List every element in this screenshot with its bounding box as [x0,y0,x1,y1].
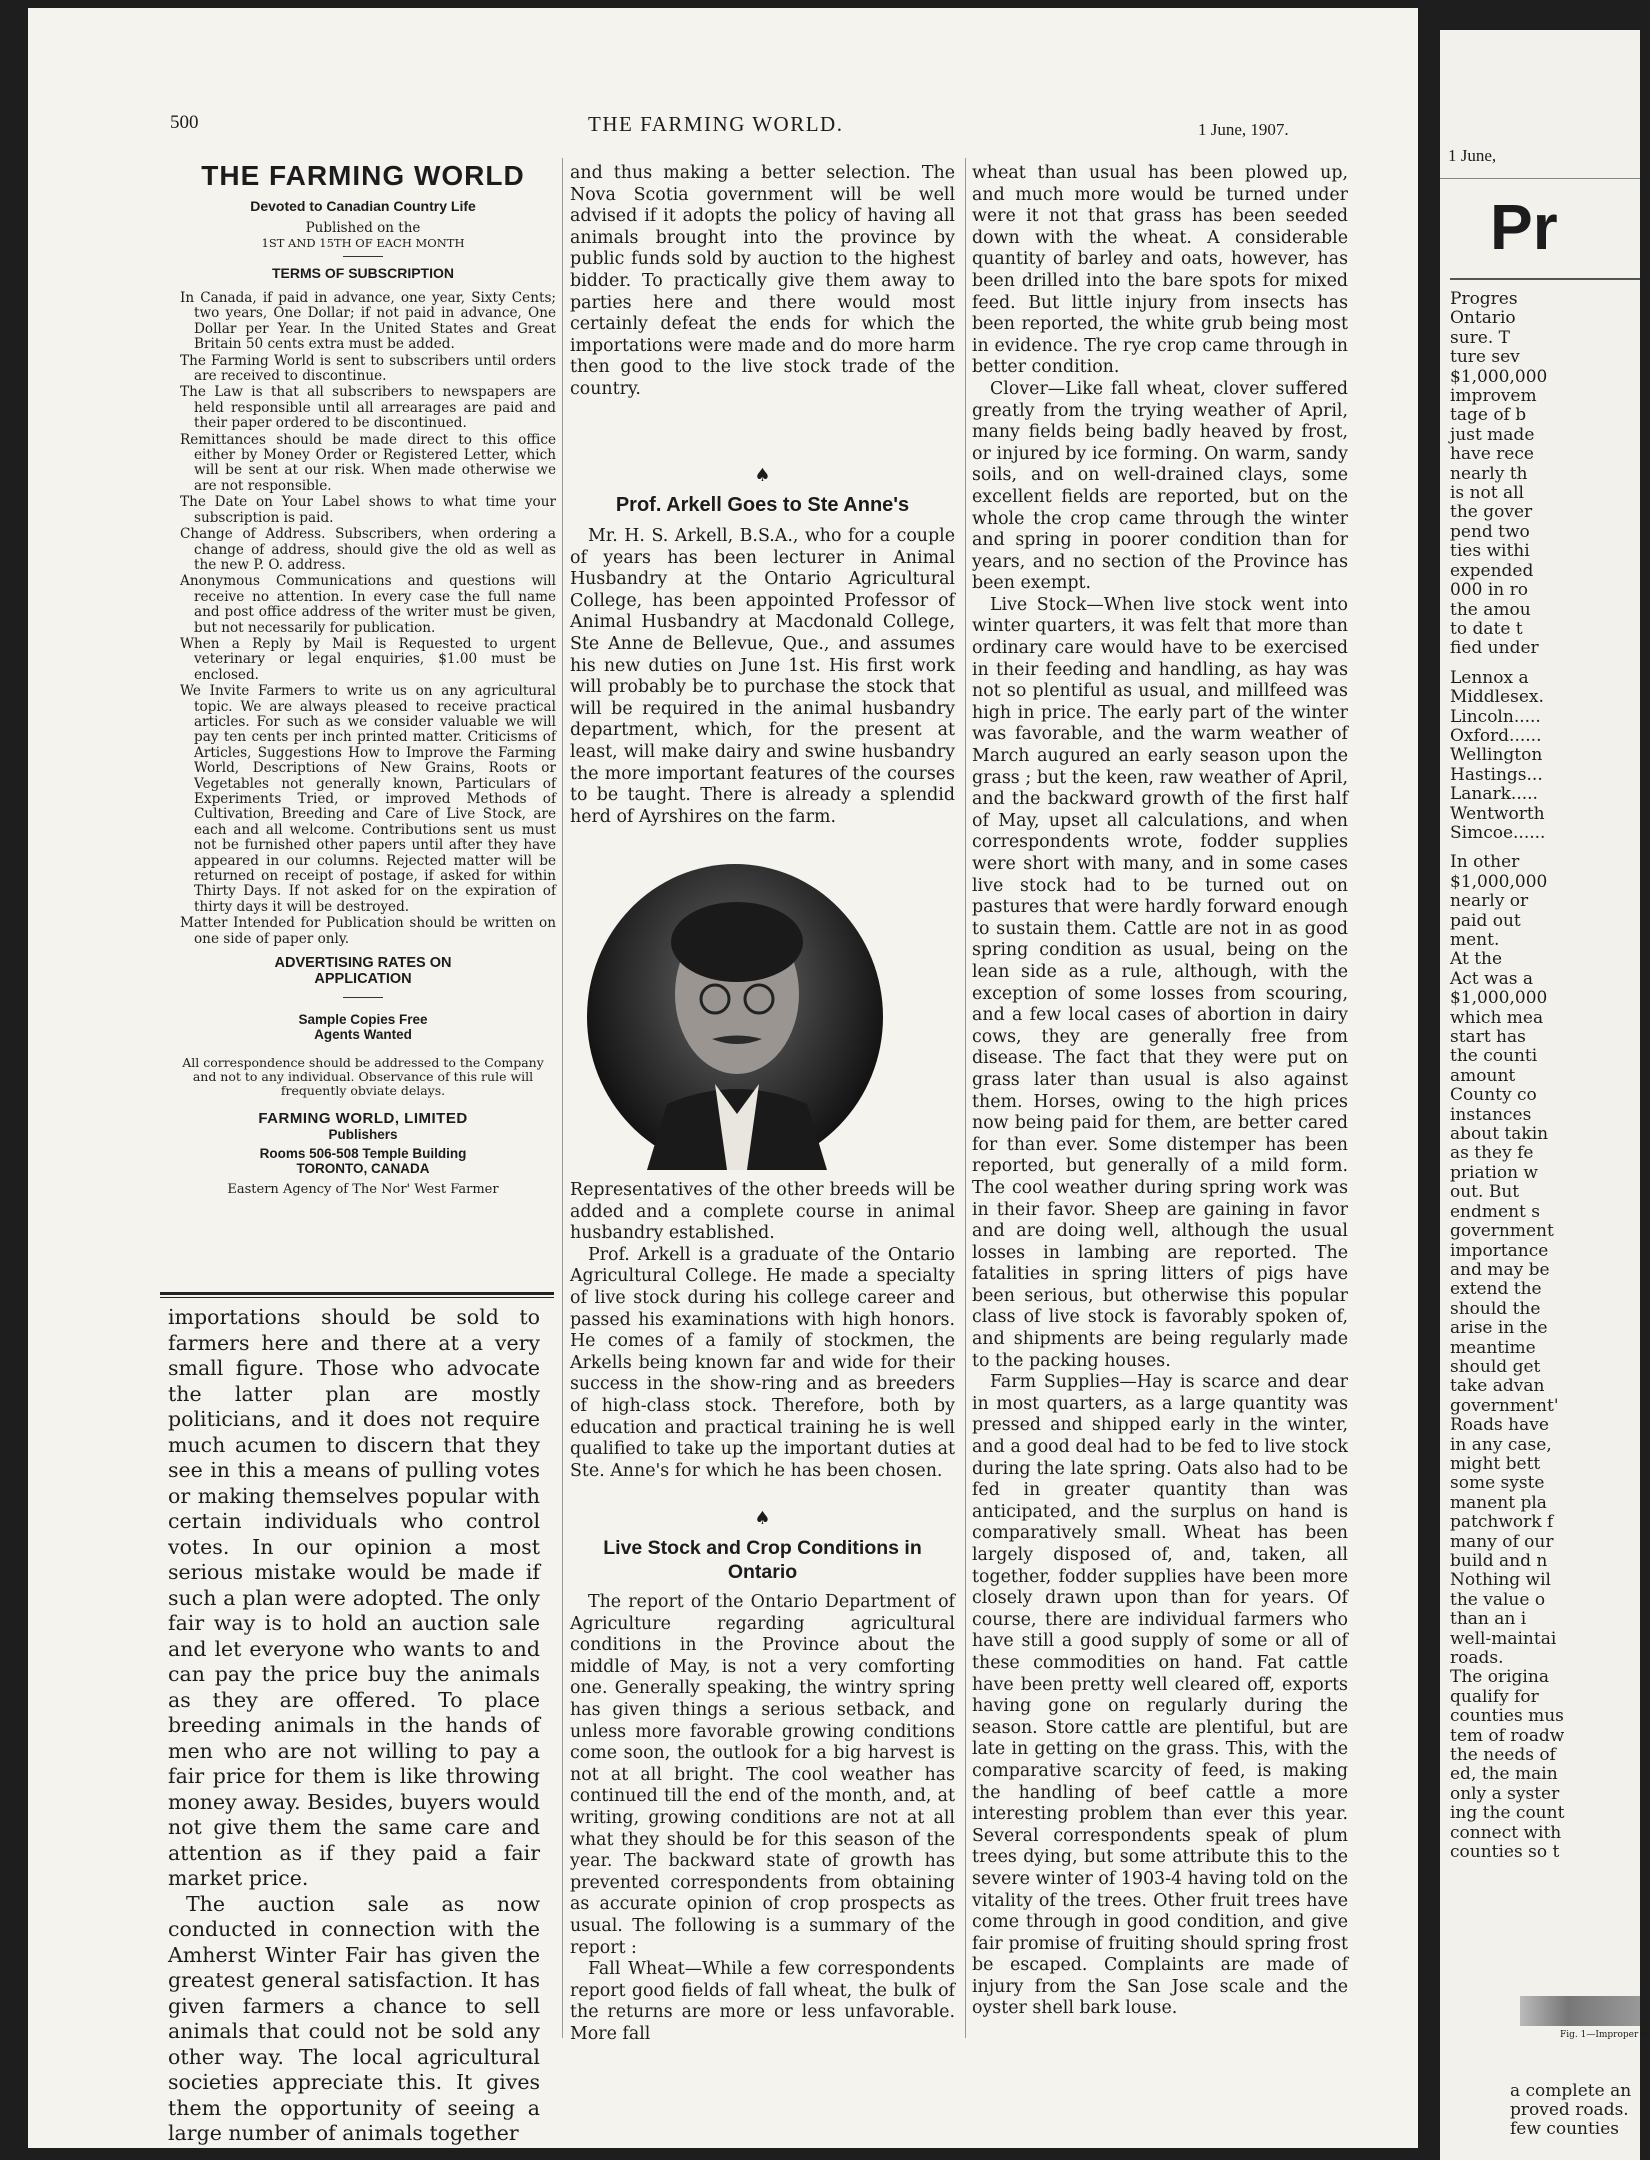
arkell-article [570,526,955,828]
publisher-rooms: Rooms 506-508 Temple Building [259,1146,467,1162]
text-line: paid out [1450,910,1521,931]
text-line: a complete an [1510,2081,1632,2101]
advertising-line-2: APPLICATION [314,971,412,988]
text-line: Roads have [1450,1415,1549,1436]
article-paragraph: The auction sale as now conducted in connection with the Amherst Winter Fair has given the greatest general satisfaction. It has given farmers a chance to sell animals that could not be sold any other way. The local agricultural societies appreciate this. It gives them the opportunity of seeing a large number of animals together [168,1891,540,2145]
article-paragraph: importations should be sold to farmers here and there at a very small figure. Those who advocate the latter plan are mostly politicians, and it does not require much acumen to discern that they see in this a means of pulling votes or making themselves popular with certain individuals who control votes. In our opinion a most serious mistake would be made if such a plan were adopted. The only fair way is to hold an auction sale and let everyone who wants to and can pay the price buy the animals as they are offered. To place breeding animals in the hands of men who are not willing to pay a fair price for them is like throwing money away. Besides, buyers would not give them the same care and attention as if they paid a fair market price. [168,1305,540,1890]
text-line: should get [1450,1356,1541,1377]
rule [1450,278,1640,280]
text-line: the gover [1450,502,1533,523]
advertising-line-1: ADVERTISING RATES ON [274,955,452,972]
text-line: many of our [1450,1531,1554,1552]
text-line: roads. [1450,1648,1504,1669]
text-line: some syste [1450,1473,1545,1494]
text-line: nearly th [1450,463,1528,484]
text-line: counties so t [1450,1842,1560,1863]
spade-ornament: ♠ [754,465,771,486]
text-line: nearly or [1450,891,1529,912]
portrait-photo [587,864,883,1170]
text-line: $1,000,000 [1450,871,1548,892]
article-paragraph: Fall Wheat—While a few correspondents report good fields of fall wheat, the bulk of the returns are more or less unfavorable. More fall [570,1959,955,2044]
text-line: amount [1450,1065,1516,1086]
terms-item: Anonymous Communications and questions will receive no attention. In every case the full name and post office address of the writer must be given, but not necessarily for publication. [180,573,556,636]
arkell-heading: Prof. Arkell Goes to Ste Anne's [615,494,910,516]
text-line: Act was a [1450,968,1533,989]
rule [160,1297,554,1298]
text-line: Middlesex. [1450,687,1544,708]
next-page-headline: Pr [1490,191,1558,263]
livestock-heading-line-1: Live Stock and Crop Conditions in [603,1537,922,1559]
text-line: ties withi [1450,541,1530,562]
article-paragraph: Representatives of the other breeds will be added and a complete course in animal husbandry established. [570,1180,955,1244]
eastern-agency: Eastern Agency of The Nor' West Farmer [227,1182,499,1198]
text-line: Lanark..... [1450,784,1538,805]
terms-item: The Date on Your Label shows to what time your subscription is paid. [180,494,556,526]
text-line: tage of b [1450,405,1527,426]
text-line: as they fe [1450,1143,1534,1164]
text-line: Hastings... [1450,764,1543,785]
article-paragraph: wheat than usual has been plowed up, and much more would be turned under were it not that grass has been seeded down with the wheat. A considerable quantity of barley and oats, however, has been drilled into the bare spots for mixed feed. But little injury from insects has been reported, the white grub being most in evidence. The rye crop came through in better condition. [972,163,1348,378]
text-line: few counties [1510,2119,1620,2139]
article-paragraph: Live Stock—When live stock went into winter quarters, it was felt that more than ordinary care would have to be exercised in their feeding and handling, as hay was not so plentiful as usual, and millfeed was high in price. The early part of the winter was favorable, and the warm weather of March augured an early season upon the grass ; but the keen, raw weather of April, and the backward growth of the first half of May, upset all calculations, and when correspondents wrote, fodder supplies were short with many, and in some cases live stock had to be turned out on pastures that were hardly forward enough to sustain them. Cattle are not in as good spring condition as usual, being on the lean side as a rule, although, with the exception of some losses from scouring, and a few local cases of abortion in dairy cows, they are generally free from disease. The fact that they were put on grass later than usual is also against them. Horses, owing to the high prices now being paid for them, are better cared for than ever. Some distemper has been reported, but generally of a mild form. The cool weather during spring work was in their favor. Sheep are gaining in favor and are doing well, although the usual losses in lambing are reported. The fatalities in spring litters of pigs have been serious, but otherwise this popular class of live stock is favorably spoken of, and shipments are being regularly made to the packing houses. [972,594,1348,1371]
text-line: qualify for [1450,1686,1539,1707]
spade-ornament: ♠ [754,1508,771,1529]
terms-item: In Canada, if paid in advance, one year, Sixty Cents; two years, One Dollar; if not paid in advance, One Dollar per Year. In the United States and Great Britain 50 cents extra must be added. [180,290,556,353]
terms-item: The Farming World is sent to subscribers until orders are received to discontinue. [180,352,556,385]
text-line: manent pla [1450,1492,1547,1513]
text-line: the needs of [1450,1745,1556,1766]
terms-item: Remittances should be made direct to this office either by Money Order or Registered Letter, which will be sent at our risk. When made otherwise we are not responsible. [180,431,556,494]
text-line: connect with [1450,1822,1562,1843]
livestock-article [570,1592,955,2045]
divider [343,997,383,998]
terms-item: Change of Address. Subscribers, when ordering a change of address, should give the old as well as the new P. O. address. [180,526,556,573]
arkell-article-cont [570,1180,955,1482]
text-line: Lennox a [1450,667,1529,688]
masthead [170,160,556,1197]
correspondence-note: All correspondence should be addressed to the Company and not to any individual. Observance of this rule will frequently obviate delays. [182,1055,544,1099]
text-line: only a syster [1450,1783,1560,1804]
text-line: ing the count [1450,1803,1565,1824]
text-line: out. But [1450,1182,1520,1203]
published-line-1: Published on the [305,220,421,236]
article-paragraph: and thus making a better selection. The Nova Scotia government will be well advised if it adopts the policy of having all animals brought into the province by public funds sold by auction to the highest bidder. To practically give them away to parties here and there would most certainly defeat the ends for which the importations were made and do more harm then good to the live stock trade of the country. [570,163,955,399]
text-line: The origina [1450,1667,1549,1688]
next-page-figure-caption: Fig. 1—Improper m [1560,2030,1650,2040]
publisher-city: TORONTO, CANADA [296,1161,430,1177]
next-page-figure [1520,1996,1640,2026]
issue-date: 1 June, 1907. [1198,120,1289,139]
text-line: government' [1450,1395,1559,1416]
text-line: start has [1450,1027,1526,1048]
livestock-heading-line-2: Ontario [727,1561,798,1583]
text-line: Wellington [1450,745,1543,766]
text-line: tem of roadw [1450,1725,1565,1746]
text-line: $1,000,000 [1450,988,1548,1009]
rule [1440,178,1640,179]
text-line: in any case, [1450,1434,1552,1455]
text-line: $1,000,000 [1450,366,1548,387]
text-line: well-maintai [1450,1628,1557,1649]
text-line: expended [1450,560,1534,581]
text-line: meantime [1450,1337,1536,1358]
text-line: sure. T [1450,327,1511,348]
text-line: build and n [1450,1551,1548,1571]
text-line: 000 in ro [1450,580,1529,601]
text-line: just made [1450,424,1535,445]
terms-heading: TERMS OF SUBSCRIPTION [271,265,454,281]
portrait-figure [587,864,883,1170]
publishers-label: Publishers [328,1127,398,1143]
masthead-tagline: Devoted to Canadian Country Life [250,198,476,214]
right-column-article [972,163,1348,2020]
text-line: priation w [1450,1162,1538,1183]
text-line: about takin [1450,1124,1549,1145]
terms-item: Matter Intended for Publication should be written on one side of paper only. [180,915,556,947]
text-line: and may be [1450,1259,1550,1280]
column-rule [562,158,563,2038]
text-line: take advan [1450,1376,1545,1397]
publisher-name: FARMING WORLD, LIMITED [258,1110,468,1128]
terms-list [170,291,556,947]
next-page-text [1450,290,1640,1863]
text-line: than an i [1450,1609,1527,1630]
text-line: ment. [1450,930,1500,950]
article-paragraph: Farm Supplies—Hay is scarce and dear in most quarters, as a large quantity was pressed and shipped early in the winter, and a good deal had to be fed to live stock during the late spring. Oats also had to be fed in greater quantity than was anticipated, and the surplus on hand is comparatively small. Wheat has been largely disposed of, and, taken, all together, fodder supplies have been more closely drawn upon than for years. Of course, there are individual farmers who have still a good supply of some or all of these commodities on hand. Fat cattle have been pretty well cleared off, exports having gone on regularly during the season. Store cattle are plentiful, but are late in getting on the grass. This, with the comparative scarcity of feed, is making the handling of beef cattle a more interesting problem than ever this year. Several correspondents speak of plum trees dying, but some attribute this to the severe winter of 1903-4 having told on the vitality of the trees. Other fruit trees have come through in good condition, and give fair promise of fruiting should spring frost be escaped. Complaints are made of injury from the San Jose scale and the oyster shell bark louse. [972,1372,1348,2019]
text-line: the value o [1450,1589,1546,1610]
rule [160,1292,554,1295]
text-line: County co [1450,1085,1537,1106]
terms-item: The Law is that all subscribers to newspapers are held responsible until all arrearages are paid and their paper ordered to be discontinued. [180,384,556,432]
divider [343,256,383,257]
article-paragraph: Mr. H. S. Arkell, B.S.A., who for a couple of years has been lecturer in Animal Husbandry at the Ontario Agricultural College, has been appointed Professor of Animal Husbandry at Macdonald College, Ste Anne de Bellevue, Que., and assumes his new duties on June 1st. His first work will probably be to purchase the stock that will be required in the animal husbandry department, which, for the present at least, will make dairy and swine husbandry the more important features of the courses to be taught. There is already a splendid herd of Ayrshires on the farm. [570,526,955,827]
text-line: the counti [1450,1046,1538,1067]
page-number: 500 [170,112,199,133]
text-line: At the [1450,949,1503,970]
page-left [28,8,1418,2148]
next-page-bottom-text [1510,2082,1640,2139]
text-line: pend two [1450,521,1530,542]
agents-wanted: Agents Wanted [314,1027,412,1043]
text-line: Progres [1450,289,1518,309]
text-line: Lincoln..... [1450,706,1541,727]
text-line: proved roads. [1510,2100,1629,2120]
text-line: counties mus [1450,1706,1564,1727]
text-line: Ontario [1450,308,1516,329]
article-paragraph: The report of the Ontario Department of Agriculture regarding agricultural conditions in the Province about the middle of May, is not a very comforting one. Generally speaking, the wintry spring has given things a serious setback, and unless more favorable growing conditions come soon, the outlook for a big harvest is not at all bright. The cool weather has continued till the end of the month, and, at writing, growing conditions are not at all what they should be for this season of the year. The backward state of growth has prevented correspondents from obtaining as accurate opinion of crop prospects as usual. The following is a summary of the report : [570,1592,955,1958]
text-line: Simcoe...... [1450,822,1546,843]
page-right-partial [1440,30,1650,2160]
published-line-2: 1ST AND 15TH OF EACH MONTH [261,236,465,250]
text-line: endment s [1450,1201,1540,1222]
sample-copies: Sample Copies Free [298,1012,428,1028]
article-paragraph: Prof. Arkell is a graduate of the Ontario Agricultural College. He made a specialty of live stock during his college career and passed his examinations with high honors. He comes of a family of stockmen, the Arkells being known far and wide for their success in the show-ring and as breeders of high-class stock. Therefore, both by education and practical training he is well qualified to take up the important duties at Ste. Anne's for which he has been chosen. [570,1244,955,1481]
text-line: government [1450,1221,1554,1242]
text-line: which mea [1450,1007,1544,1028]
text-line: improvem [1450,386,1537,407]
text-line: fied under [1450,638,1539,659]
text-line: is not all [1450,483,1524,504]
column-rule [965,158,966,2038]
text-line: In other [1450,852,1520,873]
text-line: should the [1450,1298,1541,1319]
text-line: instances [1450,1104,1532,1125]
text-line: ed, the main [1450,1764,1558,1785]
text-line: arise in the [1450,1318,1548,1339]
text-line: extend the [1450,1279,1542,1300]
running-title: THE FARMING WORLD. [588,112,844,136]
left-article [168,1305,540,2147]
article-paragraph: Clover—Like fall wheat, clover suffered greatly from the trying weather of April, many fields being badly heaved by frost, or injured by ice forming. On warm, sandy soils, and on well-drained clays, some excellent fields are reported, but on the whole the crop came through the winter and spring in poorer condition than for years, and no section of the Province has been exempt. [972,378,1348,594]
text-line: Wentworth [1450,803,1545,824]
text-line: Nothing wil [1450,1570,1551,1591]
terms-item: We Invite Farmers to write us on any agricultural topic. We are always pleased to receive practical articles. For such as we consider valuable we will pay ten cents per inch printed matter. Criticisms of Articles, Suggestions How to Improve the Farming World, Descriptions of New Grains, Roots or Vegetables not generally known, Particulars of Experiments Tried, or improved Methods of Cultivation, Breeding and Care of Live Stock, are each and all welcome. Contributions sent us must not be furnished other papers until after they have appeared in our columns. Rejected matter will be returned on receipt of postage, if asked for within Thirty Days. If not asked for on the expiration of thirty days it will be destroyed. [180,683,556,915]
text-line: the amou [1450,599,1531,620]
text-line: might bett [1450,1453,1541,1474]
text-line: ture sev [1450,347,1520,368]
next-page-date: 1 June, [1448,146,1497,165]
text-line: importance [1450,1240,1549,1261]
middle-top-article [570,163,955,401]
masthead-title: THE FARMING WORLD [201,160,525,191]
text-line: Oxford...... [1450,725,1542,746]
text-line: patchwork f [1450,1512,1554,1533]
text-line: to date t [1450,618,1523,639]
livestock-heading [570,1536,955,1584]
terms-item: When a Reply by Mail is Requested to urgent veterinary or legal enquiries, $1.00 must be enclosed. [180,635,556,683]
text-line: have rece [1450,444,1534,465]
